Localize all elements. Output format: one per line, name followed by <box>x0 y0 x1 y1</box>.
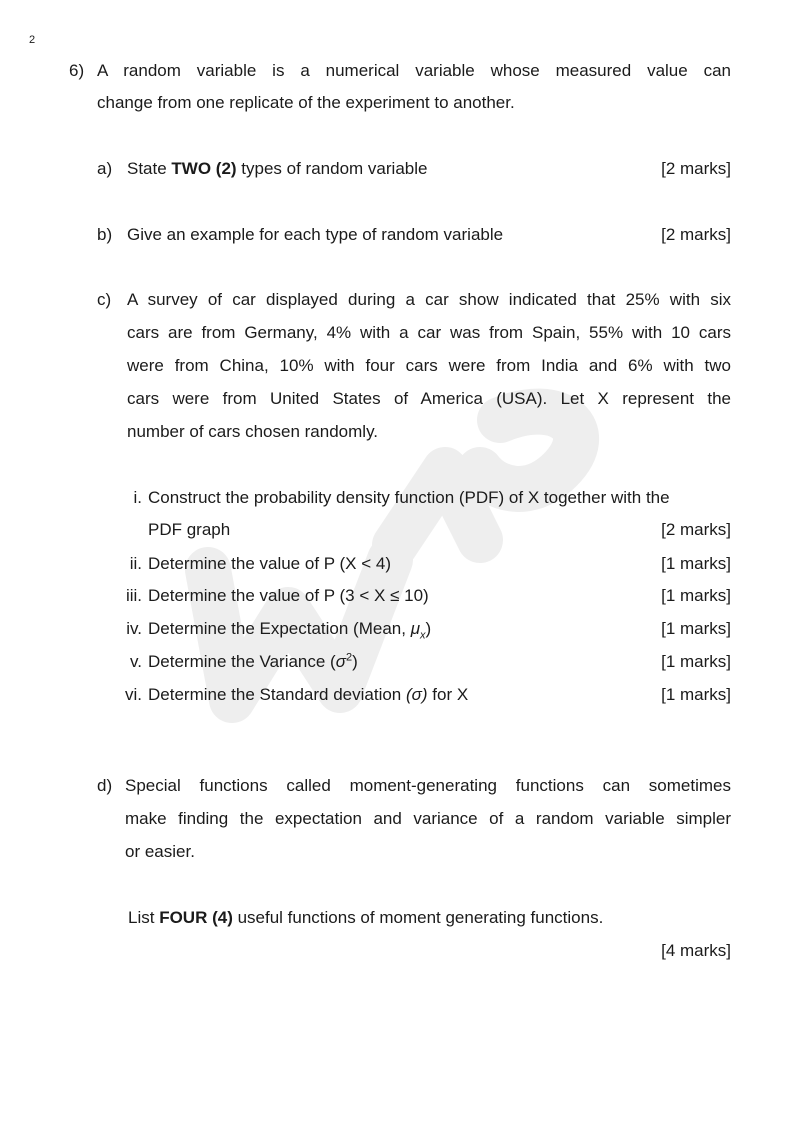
part-d-line-3: or easier. <box>125 842 195 861</box>
sub-vi-numeral: vi. <box>125 685 142 704</box>
sub-i-numeral: i. <box>133 488 142 507</box>
part-a-label: a) <box>97 159 113 178</box>
sub-ii-marks: [1 marks] <box>661 554 731 573</box>
sub-i-line-2: PDF graph <box>148 520 231 539</box>
sub-iv-marks: [1 marks] <box>661 619 731 638</box>
question-intro-line-2: change from one replicate of the experiment to another. <box>97 93 515 112</box>
sub-v-text: Determine the Variance $(\sigma^2)$ <box>148 651 358 671</box>
sub-iii-numeral: iii. <box>125 586 142 605</box>
sub-iv-numeral: iv. <box>126 619 142 638</box>
part-c-label: c) <box>97 290 112 309</box>
part-b-label: b) <box>97 225 113 244</box>
part-b-text: Give an example for each type of random variable <box>127 225 504 244</box>
sub-v-marks: [1 marks] <box>661 652 731 671</box>
part-d-line-1: Special functions called moment-generating functions can sometimes <box>125 776 731 795</box>
question-number: 6) <box>69 61 85 80</box>
sub-iv-text: Determine the Expectation (Mean, $\mu_x$) <box>148 619 432 642</box>
sub-vi-marks: [1 marks] <box>661 685 731 704</box>
sub-i-marks: [2 marks] <box>661 520 731 539</box>
sub-iii-marks: [1 marks] <box>661 586 731 605</box>
part-a-text: State TWO (2) types of random variable <box>127 159 428 178</box>
part-a-marks: [2 marks] <box>661 159 731 178</box>
page-number: 2 <box>29 34 36 46</box>
sub-iii-text: Determine the value of P (3 < X ≤ 10) <box>148 586 429 605</box>
part-c-line-4: cars were from United States of America (USA). Let X represent the <box>127 389 731 408</box>
part-d-marks: [4 marks] <box>661 941 731 960</box>
part-c-line-2: cars are from Germany, 4% with a car was from Spain, 55% with 10 cars <box>127 323 731 342</box>
part-d-label: d) <box>97 776 113 795</box>
question-intro-line-1: A random variable is a numerical variable whose measured value can <box>97 61 731 80</box>
part-d-list-instruction: List FOUR (4) useful functions of moment generating functions. <box>128 908 604 927</box>
sub-ii-numeral: ii. <box>129 554 142 573</box>
sub-i-line-1: Construct the probability density function (PDF) of X together with the <box>148 488 670 507</box>
part-c-line-1: A survey of car displayed during a car show indicated that 25% with six <box>127 290 731 309</box>
part-b-marks: [2 marks] <box>661 225 731 244</box>
sub-vi-text: Determine the Standard deviation (σ) for X <box>148 685 469 704</box>
part-c-line-3: were from China, 10% with four cars were from India and 6% with two <box>127 356 731 375</box>
part-c-line-5: number of cars chosen randomly. <box>127 422 379 441</box>
sub-v-numeral: v. <box>130 652 142 671</box>
sub-ii-text: Determine the value of P (X < 4) <box>148 554 392 573</box>
part-d-line-2: make finding the expectation and variance of a random variable simpler <box>125 809 731 828</box>
